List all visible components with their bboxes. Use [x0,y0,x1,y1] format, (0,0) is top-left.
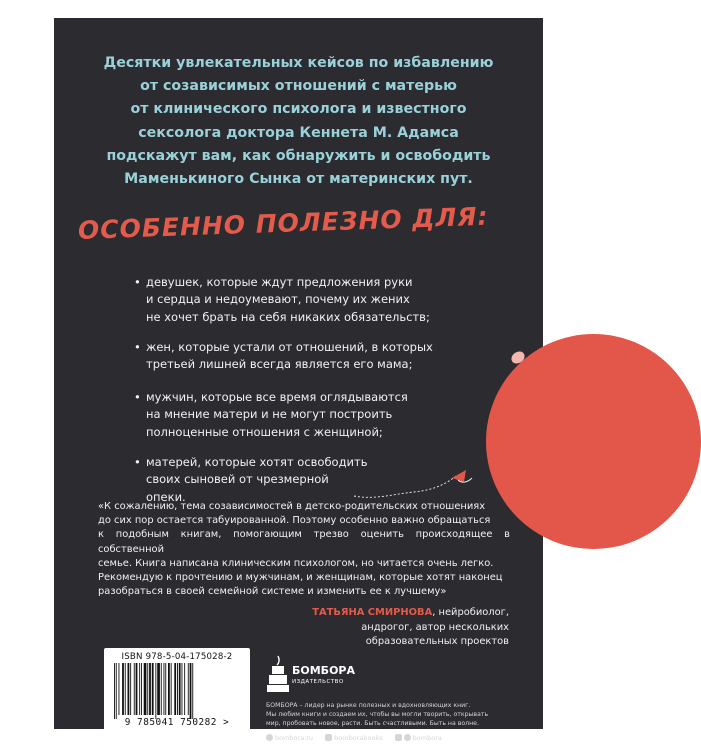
quote-line: до сих пор остается табуированной. Поэтому особенно важно обращаться [98,515,491,527]
bullet-icon: • [134,390,141,404]
quote-line: семье. Книга написана клиническим психологом, но читается очень легко. [98,557,494,569]
social-telegram[interactable] [395,734,442,742]
barcode-bar [125,663,126,715]
list-item-line: матерей, которые хотят освободить [146,455,368,469]
publisher-description-line: мир, пробовать новое, расти. Быть счастливыми. Быть на волне. [266,720,479,727]
barcode-bar [136,663,138,715]
bullet-icon: • [134,275,141,289]
quote-line: «К сожалению, тема созависимостей в детско-родительских отношениях [98,501,486,512]
barcode-bar [164,663,165,715]
barcode-bar [177,663,178,715]
barcode-bar [116,663,117,719]
barcode-bar [149,663,151,715]
social-label: bombora.ru [275,734,314,742]
barcode-bar [171,663,172,715]
list-item [134,389,476,441]
reviewer-role: образовательных проектов [365,636,509,648]
publisher-description-line: БОМБОРА – лидер на рынке полезных и вдохновляющих книг. [266,702,471,709]
balloon-string [354,476,456,497]
social-vk[interactable] [325,734,382,742]
vk-icon [325,734,332,741]
intro-line: Десятки увлекательных кейсов по избавлению [103,55,494,71]
barcode-bar [165,663,166,715]
barcode-bar [182,663,183,715]
list-item-line: третьей лишней всегда является его мама; [146,357,413,372]
intro-line: от клинического психолога и известного [130,101,467,118]
barcode-bar [130,663,131,715]
barcode-bar [141,663,142,715]
barcode-bar [155,663,156,719]
barcode-bar [168,663,170,715]
publisher-socials [266,734,452,742]
publisher-logo [266,654,366,702]
barcode-bar [192,663,193,719]
quote-line: разобраться в своей семейной системе и изменить ее к лучшему» [98,586,447,598]
especially-useful-heading: ОСОБЕННО ПОЛЕЗНО ДЛЯ: [77,201,489,245]
social-label: bombora [412,734,442,742]
list-item [134,339,476,374]
list-item-line: не хочет брать на себя никаких обязательств; [146,309,430,324]
quote-line: Рекомендую к прочтению и мужчинам, и женщинам, которые хотят наконец [98,572,503,584]
bullet-icon: • [134,340,141,354]
barcode-bar [144,663,147,715]
barcode-bar [174,663,176,715]
publisher-name: БОМБОРА [292,664,355,677]
red-balloon-illustration [486,334,701,549]
quote-attribution [254,606,509,650]
barcode-bar [122,663,124,715]
social-web[interactable] [266,734,313,742]
barcode-bar [128,663,130,715]
barcode-bar [188,663,189,715]
social-label: bomborabooks [334,734,383,742]
barcode-bar [179,663,181,715]
intro-paragraph [54,52,543,191]
list-item-line: и сердца и недоумевают, почему их жених [146,292,410,307]
list-item-line: девушек, которые ждут предложения руки [146,275,413,289]
reviewer-name: ТАТЬЯНА СМИРНОВА [312,607,433,618]
intro-line: от созависимых отношений с матерью [140,78,457,95]
intro-line: подскажут вам, как обнаружить и освободить [106,147,491,164]
barcode-bar [114,663,115,719]
list-item-line: своих сыновей от чрезмерной [146,472,329,487]
barcode-bar [147,663,148,715]
list-item-line: опеки. [146,489,186,504]
barcode-bar [152,663,154,715]
barcode-bar [139,663,140,715]
list-item-line: на мнение матери и не могут построить [146,407,393,422]
barcode-number: 9 785041 750282 > [124,717,230,728]
bombora-logo-icon [266,654,290,694]
barcode-bars [112,663,242,719]
isbn-label: ISBN 978-5-04-175028-2 [121,652,233,662]
barcode-bar [161,663,162,715]
list-item-line: жен, которые устали от отношений, в которых [146,340,433,354]
barcode-bar [119,663,120,715]
barcode-panel [104,648,250,734]
youtube-icon [395,734,402,741]
reviewer-role: , нейробиолог, [432,607,509,618]
intro-line: сексолога доктора Кеннета М. Адамса [138,124,459,141]
publisher-description-line: Мы любим книги и создаем их, чтобы вы могли творить, открывать [266,711,489,718]
quote-line: к подобным книгам, помогающим трезво оценить происходящее в собственной [98,529,510,555]
publisher-description [266,701,506,728]
review-quote [98,500,510,599]
publisher-subtitle: ИЗДАТЕЛЬСТВО [292,679,344,685]
barcode-bar [190,663,192,719]
telegram-icon [404,734,411,741]
barcode-bar [184,663,185,715]
list-item-line: мужчин, которые все время оглядываются [146,390,408,404]
intro-line: Маменькиного Сынка от материнских пут. [124,171,473,188]
barcode-bar [157,663,160,715]
reviewer-role: андрогог, автор нескольких [361,621,509,633]
bullet-icon: • [134,455,141,469]
list-item-line: полноценные отношения с женщиной; [146,424,383,439]
web-icon [266,734,273,741]
barcode-bar [134,663,135,715]
list-item [134,274,476,326]
balloon-knot [452,470,466,482]
book-back-cover [54,18,543,742]
